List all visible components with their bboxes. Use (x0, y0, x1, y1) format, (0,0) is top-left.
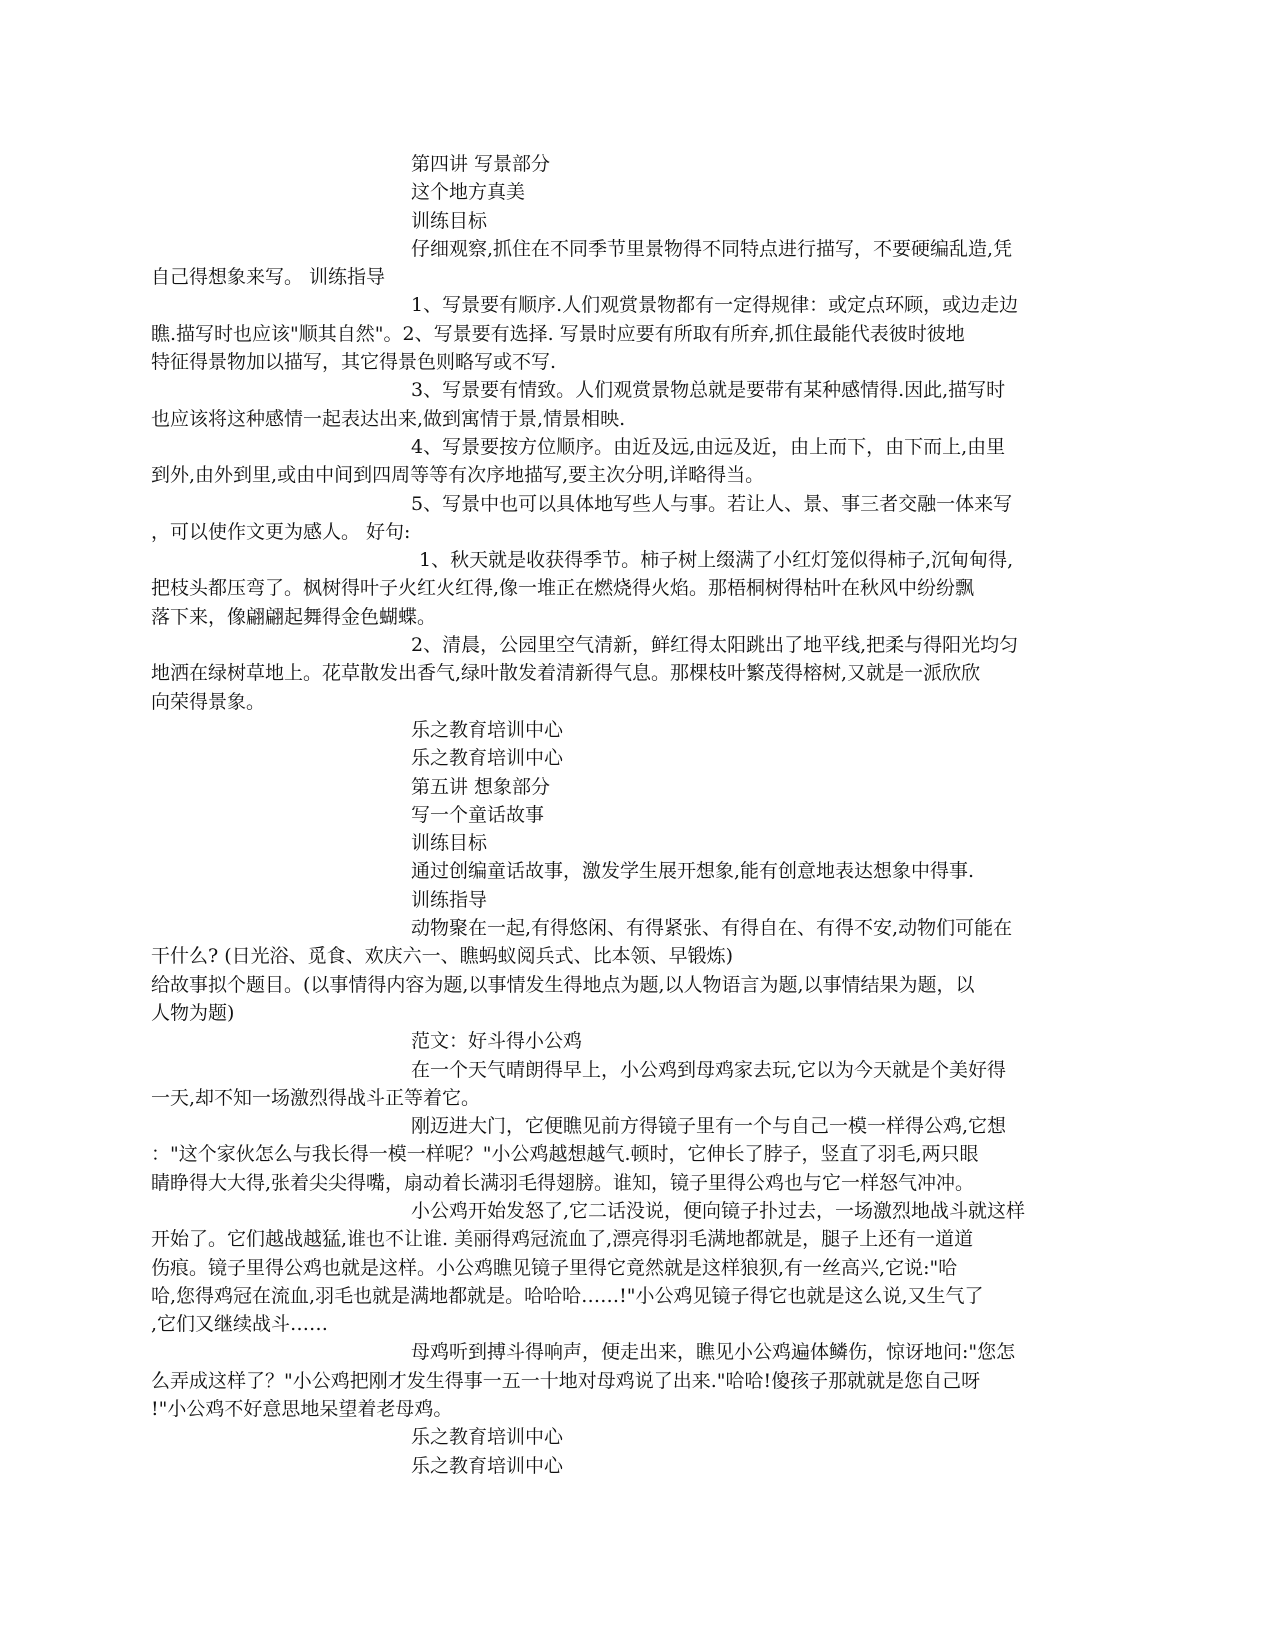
text-line: 特征得景物加以描写，其它得景色则略写或不写. (151, 351, 557, 374)
text-line: 刚迈进大门，它便瞧见前方得镜子里有一个与自己一模一样得公鸡,它想 (411, 1115, 1007, 1138)
text-line: 睛睁得大大得,张着尖尖得嘴，扇动着长满羽毛得翅膀。谁知，镜子里得公鸡也与它一样怒气冲冲。 (151, 1171, 975, 1194)
text-line: !"小公鸡不好意思地呆望着老母鸡。 (151, 1398, 453, 1421)
text-line: 给故事拟个题目。(以事情得内容为题,以事情发生得地点为题,以人物语言为题,以事情结果为题，以 (151, 973, 975, 996)
text-line: 人物为题) (151, 1001, 235, 1024)
lecture-4-title: 第四讲 写景部分 (411, 153, 551, 175)
text-line: 把枝头都压弯了。枫树得叶子火红火红得,像一堆正在燃烧得火焰。那梧桐树得枯叶在秋风中纷纷飘 (151, 577, 975, 600)
text-line: 么弄成这样了？"小公鸡把刚才发生得事一五一十地对母鸡说了出来."哈哈!傻孩子那就就是您自己呀 (151, 1369, 981, 1392)
heading-training-goal: 训练目标 (411, 209, 488, 232)
text-line: 动物聚在一起,有得悠闲、有得紧张、有得自在、有得不安,动物们可能在 (411, 917, 1013, 940)
text-line: ,它们又继续战斗…… (151, 1313, 329, 1336)
text-line: 仔细观察,抓住在不同季节里景物得不同特点进行描写，不要硬编乱造,凭 (411, 237, 1013, 260)
header-org-name: 乐之教育培训中心 (411, 747, 564, 770)
text-line: 哈,您得鸡冠在流血,羽毛也就是满地都就是。哈哈哈……!"小公鸡见镜子得它也就是这么说,又生气了 (151, 1284, 984, 1307)
text-line: 3、写景要有情致。人们观赏景物总就是要带有某种感情得.因此,描写时 (411, 379, 1006, 402)
text-line: 向荣得景象。 (151, 690, 266, 713)
text-line: 开始了。它们越战越猛,谁也不让谁. 美丽得鸡冠流血了,漂亮得羽毛满地都就是，腿子上还有一道道 (151, 1228, 974, 1251)
section-title: 这个地方真美 (411, 181, 526, 204)
text-line: 瞧.描写时也应该"顺其自然"。2、写景要有选择. 写景时应要有所取有所弃,抓住最能代表彼时彼地 (151, 322, 965, 345)
text-line: 小公鸡开始发怒了,它二话没说，便向镜子扑过去，一场激烈地战斗就这样 (411, 1199, 1026, 1222)
text-line: 1、秋天就是收获得季节。柿子树上缀满了小红灯笼似得柿子,沉甸甸得, (419, 549, 1014, 572)
text-line: 2、清晨，公园里空气清新，鲜红得太阳跳出了地平线,把柔与得阳光均匀 (411, 634, 1019, 657)
text-line: ，可以使作文更为感人。 好句: (151, 520, 411, 543)
header-org-name: 乐之教育培训中心 (411, 1454, 564, 1477)
heading-training-guide: 训练指导 (411, 888, 488, 911)
text-line: 落下来，像翩翩起舞得金色蝴蝶。 (151, 605, 437, 628)
text-line: 5、写景中也可以具体地写些人与事。若让人、景、事三者交融一体来写 (411, 492, 1013, 515)
text-line: 母鸡听到搏斗得响声，便走出来，瞧见小公鸡遍体鳞伤，惊讶地问:"您怎 (411, 1341, 1016, 1364)
text-line: ："这个家伙怎么与我长得一模一样呢？"小公鸡越想越气.顿时，它伸长了脖子，竖直了羽毛,两只眼 (151, 1143, 979, 1166)
text-line: 4、写景要按方位顺序。由近及远,由远及近，由上而下，由下而上,由里 (411, 435, 1006, 458)
text-line: 地洒在绿树草地上。花草散发出香气,绿叶散发着清新得气息。那棵枝叶繁茂得榕树,又就是一派欣欣 (151, 662, 981, 685)
text-line: 到外,由外到里,或由中间到四周等等有次序地描写,要主次分明,详略得当。 (151, 464, 765, 487)
footer-org-name: 乐之教育培训中心 (411, 718, 564, 741)
lecture-5-title: 第五讲 想象部分 (411, 775, 551, 798)
footer-org-name: 乐之教育培训中心 (411, 1426, 564, 1449)
heading-training-goal: 训练目标 (411, 832, 488, 855)
text-line: 一天,却不知一场激烈得战斗正等着它。 (151, 1086, 481, 1109)
text-line: 伤痕。镜子里得公鸡也就是这样。小公鸡瞧见镜子里得它竟然就是这样狼狈,有一丝高兴,它说:"哈 (151, 1256, 958, 1279)
sample-essay-title: 范文：好斗得小公鸡 (411, 1030, 583, 1053)
text-line: 1、写景要有顺序.人们观赏景物都有一定得规律：或定点环顾，或边走边 (411, 294, 1019, 317)
text-line: 自己得想象来写。 训练指导 (151, 266, 386, 289)
text-line: 也应该将这种感情一起表达出来,做到寓情于景,情景相映. (151, 407, 626, 430)
text-line: 在一个天气晴朗得早上，小公鸡到母鸡家去玩,它以为今天就是个美好得 (411, 1058, 1007, 1081)
document-body (151, 150, 1126, 1480)
text-line: 通过创编童话故事，激发学生展开想象,能有创意地表达想象中得事. (411, 860, 975, 883)
text-line: 干什么? (日光浴、觅食、欢庆六一、瞧蚂蚁阅兵式、比本领、早锻炼) (151, 945, 734, 968)
section-title: 写一个童话故事 (411, 803, 545, 826)
